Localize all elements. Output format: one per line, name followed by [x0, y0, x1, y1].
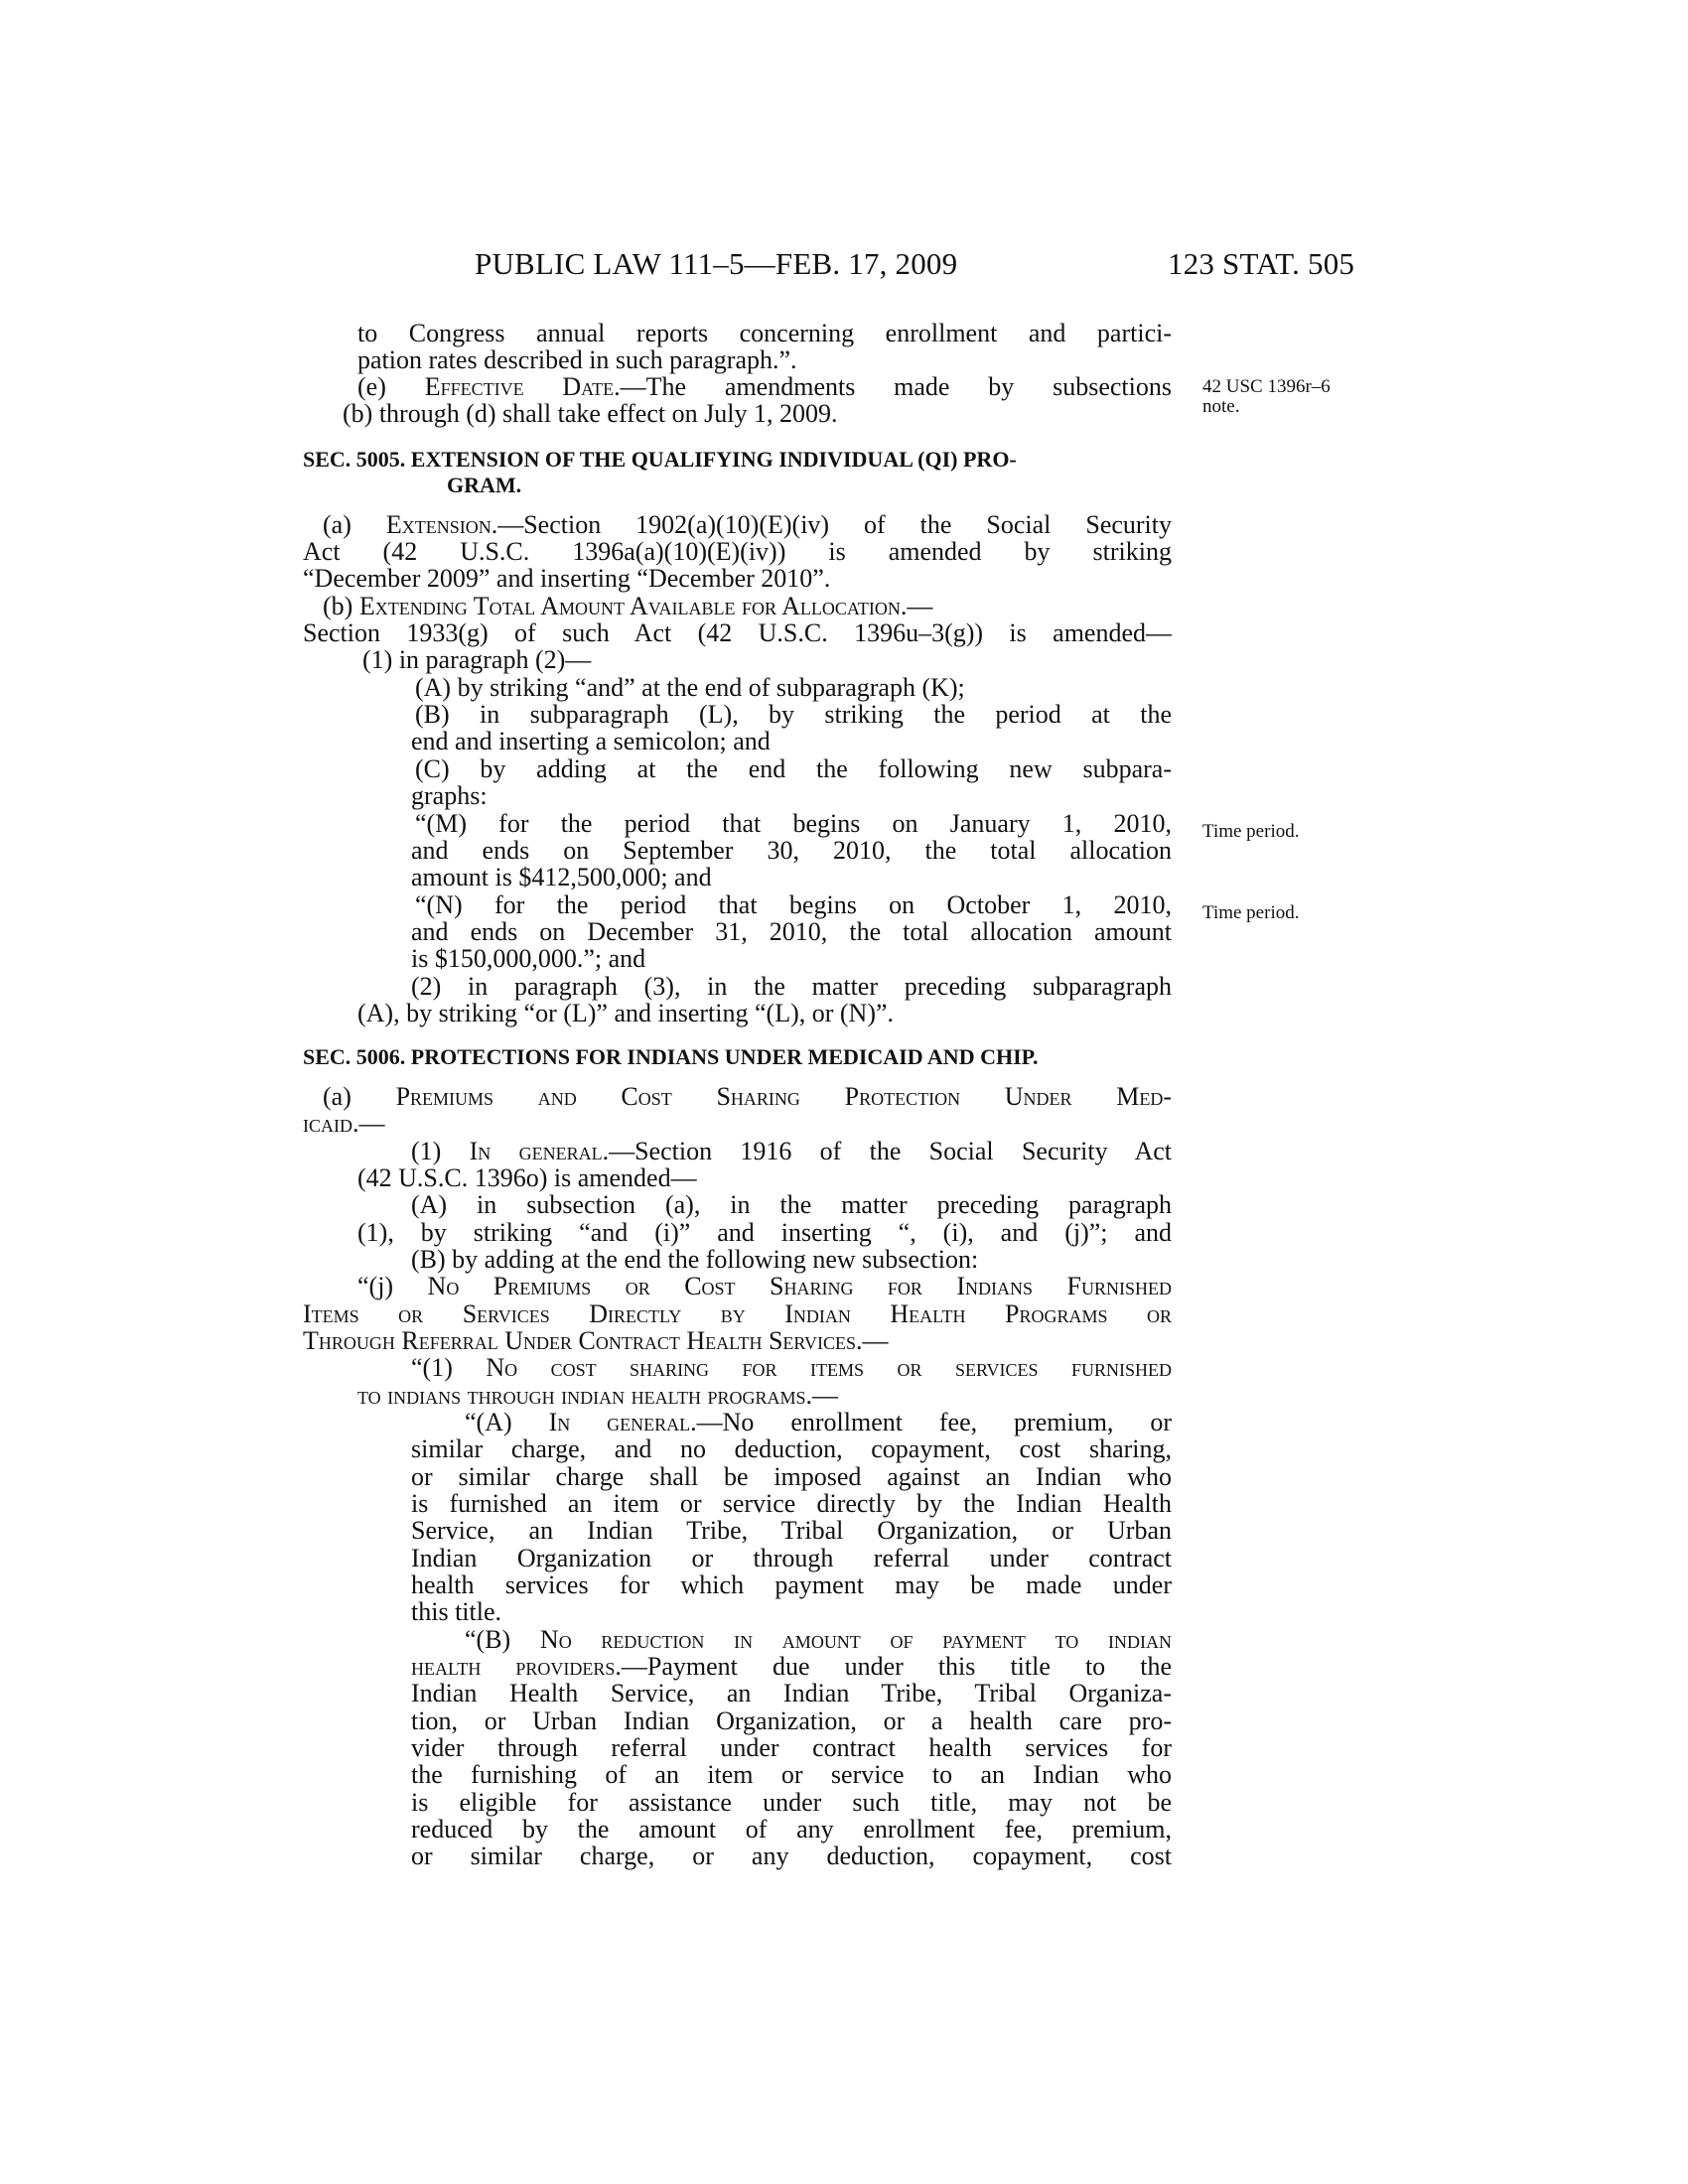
- margin-note-time-period-n: Time period.: [1202, 902, 1300, 923]
- text-line: tion, or Urban Indian Organization, or a health care pro-: [411, 1707, 1172, 1735]
- text-line: this title.: [411, 1597, 501, 1626]
- text-line: and ends on December 31, 2010, the total allocation amount: [411, 918, 1172, 946]
- text-line: Section 1933(g) of such Act (42 U.S.C. 1396u–3(g)) is amended—: [303, 619, 1172, 647]
- text-line: (e) Effective Date.—The amendments made by subsections: [357, 373, 1172, 401]
- text-line: is eligible for assistance under such title, may not be: [411, 1789, 1172, 1817]
- text-line: Act (42 U.S.C. 1396a(a)(10)(E)(iv)) is amended by striking: [303, 538, 1172, 566]
- margin-note-usc: 42 USC 1396r–6: [1202, 376, 1331, 397]
- text-line: (1), by striking “and (i)” and inserting “, (i), and (j)”; and: [357, 1219, 1172, 1247]
- margin-note-time-period-m: Time period.: [1202, 821, 1300, 842]
- text-line: amount is $412,500,000; and: [411, 863, 712, 891]
- text-line: to indians through indian health programs.—: [357, 1381, 839, 1410]
- text-line: “(M) for the period that begins on January 1, 2010,: [415, 810, 1172, 838]
- text-line: Indian Health Service, an Indian Tribe, Tribal Organiza-: [411, 1680, 1172, 1707]
- section-heading-5006: SEC. 5006. PROTECTIONS FOR INDIANS UNDER MEDICAID AND CHIP.: [303, 1044, 1039, 1069]
- margin-note-usc-note: note.: [1202, 396, 1240, 417]
- text-line: (A), by striking “or (L)” and inserting “(L), or (N)”.: [357, 999, 895, 1027]
- text-line: (B) in subparagraph (L), by striking the period at the: [415, 701, 1172, 729]
- text-line: graphs:: [411, 781, 488, 810]
- text-line: (42 U.S.C. 1396o) is amended—: [357, 1163, 697, 1192]
- text-line: is $150,000,000.”; and: [411, 944, 646, 973]
- text-line: “December 2009” and inserting “December 2010”.: [303, 564, 831, 593]
- text-line: end and inserting a semicolon; and: [411, 727, 771, 755]
- text-line: (2) in paragraph (3), in the matter preceding subparagraph: [411, 973, 1172, 1001]
- text-line: pation rates described in such paragraph.”.: [357, 345, 797, 374]
- text-line: (C) by adding at the end the following new subpara-: [415, 755, 1172, 783]
- text-line: (a) Premiums and Cost Sharing Protection Under Med-: [323, 1083, 1172, 1111]
- text-line: reduced by the amount of any enrollment fee, premium,: [411, 1816, 1172, 1843]
- running-header-title: PUBLIC LAW 111–5—FEB. 17, 2009: [475, 246, 958, 281]
- text-line: (A) in subsection (a), in the matter preceding paragraph: [411, 1191, 1172, 1219]
- text-line: (b) through (d) shall take effect on July 1, 2009.: [343, 399, 838, 428]
- text-line: health providers.—Payment due under this title to the: [411, 1653, 1172, 1681]
- text-line: (1) In general.—Section 1916 of the Social Security Act: [411, 1138, 1172, 1165]
- text-line: to Congress annual reports concerning enrollment and partici-: [357, 320, 1172, 347]
- section-heading-5005-cont: GRAM.: [447, 473, 522, 497]
- text-line: icaid.—: [303, 1109, 385, 1138]
- text-line: or similar charge shall be imposed against an Indian who: [411, 1463, 1172, 1491]
- text-line: (A) by striking “and” at the end of subparagraph (K);: [415, 673, 965, 702]
- text-line: “(N) for the period that begins on October 1, 2010,: [415, 891, 1172, 919]
- text-line: “(A) In general.—No enrollment fee, premium, or: [465, 1409, 1172, 1436]
- text-line: (B) by adding at the end the following new subsection:: [411, 1245, 979, 1274]
- text-line: Service, an Indian Tribe, Tribal Organization, or Urban: [411, 1517, 1172, 1545]
- text-line: and ends on September 30, 2010, the total allocation: [411, 837, 1172, 865]
- page-number: 123 STAT. 505: [1168, 246, 1355, 281]
- text-line: (1) in paragraph (2)—: [362, 645, 592, 674]
- text-line: similar charge, and no deduction, copayment, cost sharing,: [411, 1435, 1172, 1463]
- text-line: vider through referral under contract health services for: [411, 1734, 1172, 1762]
- text-line: the furnishing of an item or service to an Indian who: [411, 1761, 1172, 1789]
- text-line: “(B) No reduction in amount of payment to indian: [465, 1626, 1172, 1654]
- text-line: “(1) No cost sharing for items or services furnished: [411, 1354, 1172, 1382]
- text-line: or similar charge, or any deduction, copayment, cost: [411, 1843, 1172, 1870]
- text-line: (a) Extension.—Section 1902(a)(10)(E)(iv) of the Social Security: [323, 511, 1172, 539]
- text-line: (b) Extending Total Amount Available for Allocation.—: [323, 592, 933, 620]
- text-line: is furnished an item or service directly by the Indian Health: [411, 1490, 1172, 1518]
- text-line: Items or Services Directly by Indian Health Programs or: [303, 1300, 1172, 1328]
- text-line: Through Referral Under Contract Health Services.—: [303, 1326, 889, 1355]
- text-line: Indian Organization or through referral under contract: [411, 1545, 1172, 1572]
- text-line: health services for which payment may be made under: [411, 1571, 1172, 1599]
- section-heading-5005: SEC. 5005. EXTENSION OF THE QUALIFYING INDIVIDUAL (QI) PRO-: [303, 447, 1017, 472]
- text-line: “(j) No Premiums or Cost Sharing for Indians Furnished: [357, 1273, 1172, 1300]
